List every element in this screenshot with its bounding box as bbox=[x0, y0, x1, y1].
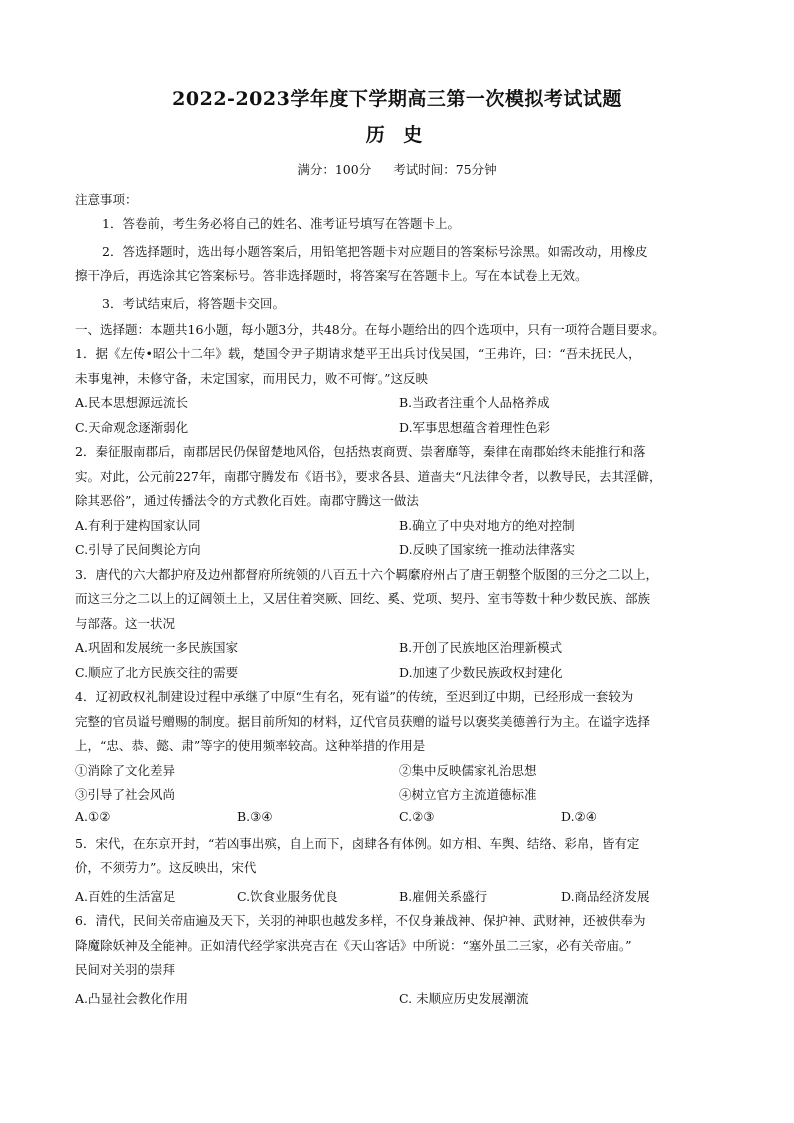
question-text: 6．清代，民间关帝庙遍及天下，关羽的神职也越发多样，不仅身兼战神、保护神、武财神，还被供奉为 bbox=[75, 913, 646, 928]
notice-item: 2．答选择题时，选出每小题答案后，用铅笔把答题卡对应题目的答案标号涂黑。如需改动，用橡皮 bbox=[102, 244, 648, 259]
question-text: 3．唐代的六大都护府及边州都督府所统领的八百五十六个羁縻府州占了唐王朝整个版图的三分之二以上， bbox=[75, 566, 658, 582]
question-text: 降魔除妖神及全能神。正如清代经学家洪亮吉在《天山客话》中所说：“塞外虽二三家，必有关帝庙。” bbox=[75, 937, 632, 953]
options-row bbox=[75, 538, 723, 563]
exam-content bbox=[75, 188, 723, 1011]
option-a: A.有利于建构国家认同 bbox=[75, 517, 201, 533]
options-row bbox=[75, 661, 723, 686]
options-row bbox=[75, 514, 723, 539]
full-score: 满分：100分 bbox=[297, 162, 372, 177]
options-row bbox=[75, 416, 723, 441]
option-c: C.②③ bbox=[399, 808, 435, 824]
statement-2: ②集中反映儒家礼治思想 bbox=[399, 762, 537, 778]
notice-item: 3．考试结束后，将答题卡交回。 bbox=[102, 296, 285, 311]
question-text: 2．秦征服南郡后，南郡居民仍保留楚地风俗，包括热衷商贾、崇奢靡等，秦律在南郡始终未能推行和落 bbox=[75, 444, 646, 459]
question-text: 价，不须劳力”。这反映出，宋代 bbox=[75, 860, 257, 875]
notice-item: 1．答卷前，考生务必将自己的姓名、准考证号填写在答题卡上。 bbox=[102, 216, 460, 231]
option-b: B.③④ bbox=[237, 808, 273, 824]
option-d: D.②④ bbox=[561, 808, 597, 824]
options-row bbox=[75, 987, 723, 1012]
option-c: C. 未顺应历史发展潮流 bbox=[399, 990, 529, 1006]
option-b: B.当政者注重个人品格养成 bbox=[399, 395, 550, 410]
question-text: 上，“忠、恭、懿、肃”等字的使用频率较高。这种举措的作用是 bbox=[75, 738, 426, 753]
question-text: 与部落。这一状况 bbox=[75, 615, 176, 631]
options-row bbox=[75, 636, 723, 661]
question-text: 未事鬼神，未修守备，未定国家，而用民力，败不可悔′。”这反映 bbox=[75, 370, 428, 386]
question-6 bbox=[75, 909, 723, 1011]
statements-row bbox=[75, 759, 723, 784]
options-row bbox=[75, 808, 723, 826]
notice-item: 擦干净后，再选涂其它答案标号。答非选择题时，将答案写在答题卡上。写在本试卷上无效。 bbox=[75, 268, 588, 283]
option-b: B.开创了民族地区治理新模式 bbox=[399, 640, 563, 655]
exam-meta bbox=[0, 160, 794, 178]
question-text: 民间对关羽的崇拜 bbox=[75, 962, 176, 977]
option-c: C.顺应了北方民族交往的需要 bbox=[75, 664, 239, 680]
question-text: 4．辽初政权礼制建设过程中承继了中原“生有名，死有谥”的传统，至迟到辽中期，已经形成一套较为 bbox=[75, 689, 634, 704]
question-text: 除其恶俗”，通过传播法令的方式教化百姓。南郡守腾这一做法 bbox=[75, 493, 419, 508]
question-text: 1．据《左传•昭公十二年》载，楚国令尹子期请求楚平王出兵讨伐吴国，“王弗许，曰：“吾未抚民人， bbox=[75, 346, 641, 361]
statements-row bbox=[75, 783, 723, 808]
question-3 bbox=[75, 563, 723, 686]
question-text: 而这三分之二以上的辽阔领土上，又居住着突厥、回纥、奚、党项、契丹、室韦等数十种少数民族、部族 bbox=[75, 591, 651, 606]
option-d: D.反映了国家统一推动法律落实 bbox=[399, 542, 576, 557]
option-a: A.①② bbox=[75, 808, 111, 824]
option-a: A.巩固和发展统一多民族国家 bbox=[75, 640, 239, 655]
option-a: A.民本思想源远流长 bbox=[75, 395, 189, 410]
question-text: 实。对此，公元前227年，南郡守腾发布《语书》，要求各县、道啬夫“凡法律令者，以教导民，去其淫僻， bbox=[75, 468, 662, 484]
option-c: C.引导了民间舆论方向 bbox=[75, 542, 201, 557]
option-a: A.百姓的生活富足 bbox=[75, 888, 176, 904]
options-row bbox=[75, 391, 723, 416]
notice-heading: 注意事项： bbox=[75, 192, 138, 207]
option-b: B.确立了中央对地方的绝对控制 bbox=[399, 517, 575, 533]
exam-time: 考试时间：75分钟 bbox=[393, 162, 497, 177]
option-a: A.凸显社会教化作用 bbox=[75, 990, 189, 1006]
question-1 bbox=[75, 342, 723, 440]
options-row bbox=[75, 885, 723, 910]
question-2 bbox=[75, 440, 723, 563]
option-c: C.天命观念逐渐弱化 bbox=[75, 419, 189, 435]
option-d: D.军事思想蕴含着理性色彩 bbox=[399, 419, 551, 435]
option-b: B.雇佣关系盛行 bbox=[399, 888, 488, 904]
section-heading: 一、选择题：本题共16小题，每小题3分，共48分。在每小题给出的四个选项中，只有一项符合题目要求。 bbox=[75, 322, 665, 337]
statement-3: ③引导了社会风尚 bbox=[75, 787, 176, 802]
question-text: 完整的官员谥号赠赐的制度。据目前所知的材料，辽代官员获赠的谥号以褒奖美德善行为主。在谥字选择 bbox=[75, 713, 651, 729]
question-4 bbox=[75, 685, 723, 826]
statement-4: ④树立官方主流道德标准 bbox=[399, 787, 537, 802]
option-d: D.商品经济发展 bbox=[561, 888, 650, 904]
question-5 bbox=[75, 832, 723, 910]
option-d: D.加速了少数民族政权封建化 bbox=[399, 664, 563, 680]
statement-1: ①消除了文化差异 bbox=[75, 762, 176, 778]
question-text: 5．宋代，在东京开封，“若凶事出殡，自上而下，卤肆各有体例。如方相、车舆、结络、彩帛，皆有定 bbox=[75, 835, 640, 851]
page-title: 2022-2023学年度下学期高三第一次模拟考试试题 bbox=[172, 88, 622, 110]
option-c: C.饮食业服务优良 bbox=[237, 888, 338, 904]
subject-title: 历 史 bbox=[365, 124, 429, 146]
